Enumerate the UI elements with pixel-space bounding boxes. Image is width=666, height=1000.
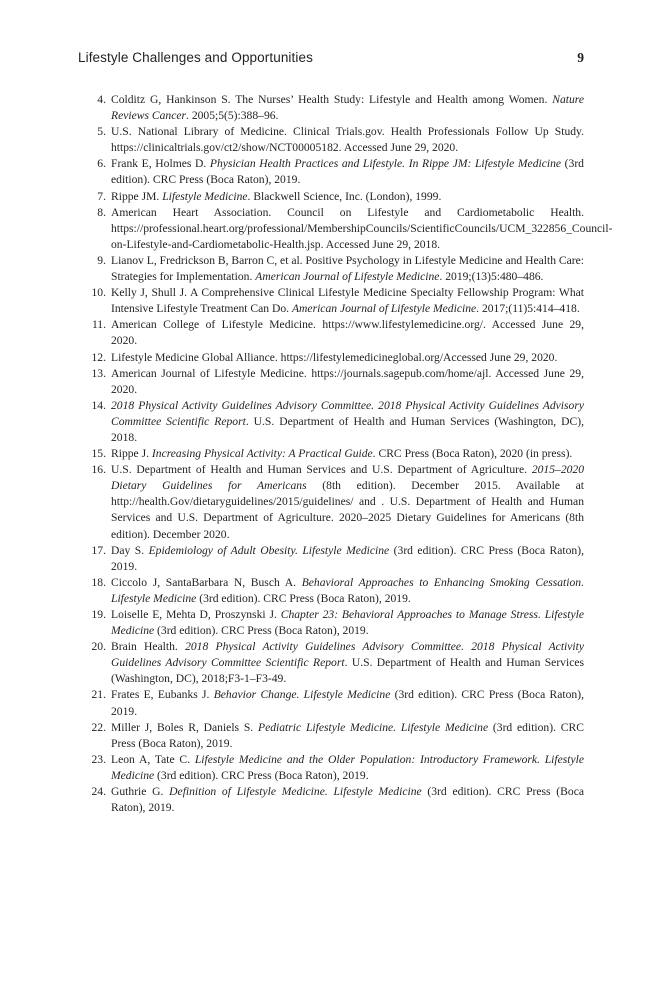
reference-text <box>111 446 584 462</box>
reference-italic-title: Definition of Lifestyle Medicine. Lifestyle Medicine <box>169 785 422 799</box>
reference-segment: (3rd edition). CRC Press (Boca Raton), 2019. <box>111 688 584 718</box>
reference-segment: . U.S. Department of Health and Human Services (Washington, DC), 2018. <box>111 414 584 444</box>
reference-segment: (3rd edition). CRC Press (Boca Raton), 2019. <box>111 543 584 573</box>
reference-number: 24. <box>91 785 106 799</box>
reference-item <box>78 575 584 607</box>
reference-item <box>78 607 584 639</box>
reference-item <box>78 720 584 752</box>
reference-segment: Brain Health. <box>111 640 186 654</box>
reference-number: 5. <box>97 125 106 139</box>
reference-italic-title: Behavior Change. Lifestyle Medicine <box>213 688 391 702</box>
reference-segment: Kelly J, Shull J. A Comprehensive Clinical Lifestyle Medicine Specialty Fellowship Program: What Intensive Lifestyle Treatment Can Do. <box>111 286 584 316</box>
reference-number: 16. <box>91 463 106 477</box>
reference-segment: . 2019;(13)5:480–486. <box>439 270 544 284</box>
reference-segment: . 2005;5(5):388–96. <box>186 109 279 123</box>
reference-segment: (3rd edition). CRC Press (Boca Raton), 2019. <box>154 768 369 782</box>
reference-number: 4. <box>97 93 106 106</box>
reference-segment: American Heart Association. Council on Lifestyle and Cardiometabolic Health. https://professional.heart.org/professional/MembershipCouncils/ScientificCouncils/UCM_322856_Council-on-Lifestyle-and-Cardiometabolic-Health.jsp. Accessed June 29, 2018. <box>111 205 613 251</box>
reference-item <box>78 285 584 317</box>
reference-text <box>111 687 584 719</box>
reference-text <box>111 350 584 366</box>
reference-italic-title: Increasing Physical Activity: A Practical Guide <box>151 447 373 461</box>
reference-number: 7. <box>97 189 106 203</box>
reference-number: 21. <box>91 688 106 702</box>
reference-item <box>78 205 613 253</box>
reference-segment: Frank E, Holmes D. <box>111 157 210 171</box>
reference-list <box>78 92 613 816</box>
reference-segment: Ciccolo J, SantaBarbara N, Busch A. <box>111 575 302 589</box>
reference-italic-title: Lifestyle Medicine and the Older Population: Introductory Framework. Lifestyle Medicine <box>111 752 584 782</box>
reference-number: 9. <box>97 253 106 267</box>
reference-italic-title: 2018 Physical Activity Guidelines Advisory Committee. 2018 Physical Activity Guidelines Advisory Committee Scientific Report <box>111 640 585 670</box>
reference-item <box>78 350 584 366</box>
reference-number: 14. <box>91 398 106 412</box>
reference-italic-title: American Journal of Lifestyle Medicine <box>291 302 477 316</box>
reference-segment: Rippe JM. <box>111 189 163 203</box>
reference-italic-title: Physician Health Practices and Lifestyle. In Rippe JM: Lifestyle Medicine <box>209 157 562 171</box>
reference-segment: (3rd edition). CRC Press (Boca Raton), 2019. <box>196 591 411 605</box>
reference-item <box>78 639 584 687</box>
reference-italic-title: 2015–2020 Dietary Guidelines for Americans <box>111 463 584 493</box>
reference-number: 17. <box>91 543 106 557</box>
reference-number: 23. <box>91 752 106 766</box>
reference-segment: Day S. <box>111 543 149 557</box>
reference-item <box>78 687 584 719</box>
reference-italic-title: American Journal of Lifestyle Medicine <box>255 270 440 284</box>
page-number: 9 <box>577 50 584 65</box>
running-head-title: Lifestyle Challenges and Opportunities <box>78 50 313 65</box>
reference-segment: Loiselle E, Mehta D, Proszynski J. <box>111 608 281 621</box>
reference-segment: . Blackwell Science, Inc. (London), 1999. <box>247 189 442 203</box>
reference-number: 18. <box>91 575 106 589</box>
reference-italic-title: Nature Reviews Cancer <box>111 93 584 123</box>
reference-segment: Rippe J. <box>111 447 152 461</box>
reference-segment: U.S. Department of Health and Human Services and U.S. Department of Agriculture. <box>111 463 532 477</box>
reference-text <box>111 752 584 784</box>
reference-segment: . U.S. Department of Health and Human Services (Washington, DC), 2018;F3-1–F3-49. <box>111 656 584 686</box>
reference-segment: U.S. National Library of Medicine. Clinical Trials.gov. Health Professionals Follow Up Study. https://clinicaltrials.gov/ct2/show/NCT00005182. Accessed June 29, 2020. <box>111 125 584 155</box>
reference-text <box>111 398 584 446</box>
reference-text <box>111 156 584 188</box>
reference-text <box>111 253 584 285</box>
reference-item <box>78 124 584 156</box>
reference-segment: (8th edition). December 2015. Available at http://health.Gov/dietaryguidelines/2015/guidelines/ and . U.S. Department of Health and Human Services and U.S. Department of Agriculture. 2020–2025 Dietary Guidelines for Americans (8th edition). December 2020. <box>111 479 584 541</box>
reference-number: 22. <box>91 720 106 734</box>
reference-segment: Leon A, Tate C. <box>111 752 195 766</box>
reference-segment: Frates E, Eubanks J. <box>111 688 214 702</box>
reference-italic-title: Epidemiology of Adult Obesity. Lifestyle Medicine <box>148 543 390 557</box>
reference-item <box>78 543 584 575</box>
reference-item <box>78 398 584 446</box>
reference-item <box>78 156 584 188</box>
reference-segment: . CRC Press (Boca Raton), 2020 (in press). <box>372 447 573 461</box>
reference-segment: American College of Lifestyle Medicine. https://www.lifestylemedicine.org/. Accessed June 29, 2020. <box>111 318 584 348</box>
reference-italic-title: Behavioral Approaches to Enhancing Smoking Cessation. Lifestyle Medicine <box>111 575 584 605</box>
reference-item <box>78 784 584 816</box>
reference-number: 20. <box>91 640 106 654</box>
reference-text <box>111 124 584 156</box>
reference-segment: (3rd edition). CRC Press (Boca Raton), 2019. <box>154 624 369 638</box>
reference-number: 15. <box>91 447 106 461</box>
reference-segment: Miller J, Boles R, Daniels S. <box>111 720 259 734</box>
reference-item <box>78 752 584 784</box>
reference-text <box>111 720 584 752</box>
reference-number: 13. <box>91 366 106 380</box>
reference-text <box>111 543 584 575</box>
reference-segment: Guthrie G. <box>111 785 170 799</box>
reference-text <box>111 639 584 687</box>
reference-segment: (3rd edition). CRC Press (Boca Raton), 2019. <box>111 157 584 187</box>
reference-italic-title: 2018 Physical Activity Guidelines Advisory Committee. 2018 Physical Activity Guidelines Advisory Committee Scientific Report <box>111 398 584 428</box>
reference-text <box>111 92 584 124</box>
reference-item <box>78 253 584 285</box>
reference-item <box>78 446 584 462</box>
reference-text <box>111 462 584 542</box>
reference-segment: American Journal of Lifestyle Medicine. https://journals.sagepub.com/home/ajl. Accessed June 29, 2020. <box>111 366 584 396</box>
reference-text <box>111 317 584 349</box>
reference-segment: (3rd edition). CRC Press (Boca Raton), 2019. <box>111 720 584 750</box>
reference-italic-title: Pediatric Lifestyle Medicine. Lifestyle Medicine <box>258 720 489 734</box>
reference-number: 11. <box>91 318 106 332</box>
reference-text <box>111 366 584 398</box>
reference-italic-title: Lifestyle Medicine <box>162 189 248 203</box>
reference-text <box>111 205 613 253</box>
reference-text <box>111 784 584 816</box>
running-head <box>78 50 584 70</box>
reference-number: 19. <box>91 608 106 621</box>
reference-number: 6. <box>97 157 106 171</box>
reference-text <box>111 607 584 639</box>
reference-text <box>111 575 584 607</box>
reference-segment: Lianov L, Fredrickson B, Barron C, et al. Positive Psychology in Lifestyle Medicine and Health Care: Strategies for Implementation. <box>111 253 584 284</box>
reference-segment: (3rd edition). CRC Press (Boca Raton), 2019. <box>111 785 584 815</box>
reference-number: 10. <box>91 286 106 300</box>
reference-item <box>78 366 584 398</box>
reference-text <box>111 285 584 317</box>
reference-segment: Colditz G, Hankinson S. The Nurses’ Health Study: Lifestyle and Health among Women. <box>111 93 553 106</box>
reference-item <box>78 462 584 542</box>
reference-segment: Lifestyle Medicine Global Alliance. https://lifestylemedicineglobal.org/Accessed June 29, 2020. <box>111 350 558 364</box>
reference-text <box>111 189 584 205</box>
reference-italic-title: Chapter 23: Behavioral Approaches to Manage Stress. Lifestyle Medicine <box>111 608 584 638</box>
reference-item <box>78 92 584 124</box>
reference-segment: . 2017;(11)5:414–418. <box>476 302 580 316</box>
reference-number: 12. <box>91 350 106 364</box>
reference-item <box>78 317 584 349</box>
reference-number: 8. <box>97 205 106 219</box>
reference-item <box>78 189 584 205</box>
